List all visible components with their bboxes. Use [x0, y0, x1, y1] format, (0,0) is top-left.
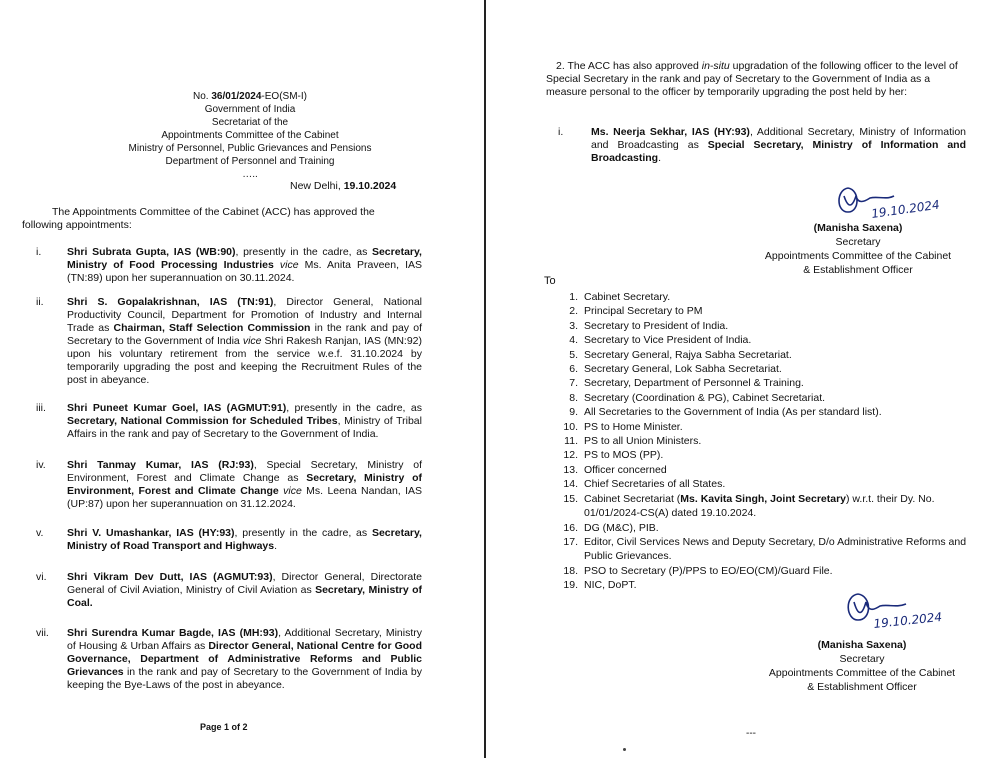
item-number: vii. [36, 627, 49, 639]
distribution-number: 16. [563, 521, 578, 534]
end-mark: --- [746, 728, 756, 739]
distribution-item [556, 362, 976, 376]
distribution-number: 15. [563, 492, 578, 505]
distribution-text: Principal Secretary to PM [584, 305, 703, 318]
item-number: vi. [36, 571, 47, 583]
para-2: 2. The ACC has also approved in-situ upgradation of the following officer to the level of Special Secretary in the rank and pay of Secretary to the Government of India as a measure personal to the officer by temporarily upgrading the post held by her: [546, 60, 958, 98]
distribution-number: 4. [569, 334, 578, 347]
distribution-text: DG (M&C), PIB. [584, 521, 659, 534]
distribution-text: Chief Secretaries of all States. [584, 478, 726, 491]
signature-block [748, 638, 976, 694]
distribution-text: All Secretaries to the Government of India (As per standard list). [584, 406, 882, 419]
distribution-number: 6. [569, 363, 578, 376]
appointment-item [22, 402, 422, 441]
distribution-text: Secretary, Department of Personnel & Training. [584, 377, 804, 390]
distribution-item [556, 448, 976, 462]
header-line: ….. [242, 169, 258, 180]
signatory-org: & Establishment Officer [807, 681, 917, 693]
page-2 [496, 0, 992, 758]
distribution-item [556, 492, 976, 521]
page-number: Page 1 of 2 [200, 722, 248, 732]
distribution-number: 3. [569, 319, 578, 332]
signatory-name: (Manisha Saxena) [817, 639, 907, 651]
distribution-number: 11. [564, 435, 578, 448]
distribution-text: Secretary to President of India. [584, 319, 729, 332]
header-line: Department of Personnel and Training [165, 156, 335, 167]
page-1 [0, 0, 480, 758]
distribution-text: Secretary (Coordination & PG), Cabinet Secretariat. [584, 391, 826, 404]
intro-paragraph: The Appointments Committee of the Cabinet (ACC) has approved the following appointments: [22, 206, 375, 231]
header-line: Secretariat of the [211, 117, 289, 128]
item-text: Shri Surendra Kumar Bagde, IAS (MH:93), Additional Secretary, Ministry of Housing & Urban Affairs as Director General, National Centre for Good Governance, Department of Administrative Reforms and Public Grievances in the rank and pay of Secretary to the Government of India by keeping the Bye-Laws of the post in abeyance. [67, 627, 422, 691]
appointment-item [22, 627, 422, 692]
appointment-item [22, 246, 422, 285]
distribution-text: PS to Home Minister. [584, 420, 683, 433]
item-text: Shri V. Umashankar, IAS (HY:93), presently in the cadre, as Secretary, Ministry of Road Transport and Highways. [67, 527, 422, 552]
distribution-number: 19. [563, 579, 578, 592]
distribution-text: Officer concerned [584, 463, 667, 476]
to-label: To [544, 275, 556, 287]
distribution-item [556, 304, 976, 318]
dateline: New Delhi, 19.10.2024 [290, 180, 397, 192]
file-number: No. 36/01/2024-EO(SM-I) [193, 91, 307, 102]
page-divider [484, 0, 486, 758]
signature-mark [844, 584, 974, 634]
item-text: Ms. Neerja Sekhar, IAS (HY:93), Additional Secretary, Ministry of Information and Broadcasting as Special Secretary, Ministry of Information and Broadcasting. [591, 126, 967, 164]
signature-block [748, 221, 968, 277]
item-number: v. [36, 527, 44, 539]
item-number: i. [558, 126, 564, 138]
distribution-item [556, 376, 976, 390]
item-number: ii. [36, 296, 44, 308]
appointment-item [22, 296, 422, 387]
distribution-item [556, 463, 976, 477]
distribution-number: 2. [569, 305, 578, 318]
item-text: Shri S. Gopalakrishnan, IAS (TN:91), Director General, National Productivity Council, Department for Promotion of Industry and Internal Trade as Chairman, Staff Selection Commission in the rank and pay of Secretary to the Government of India vice Shri Rakesh Ranjan, IAS (MN:92) upon his voluntary retirement from the service w.e.f. 31.10.2024 by temporarily upgrading the post and keeping the Recruitment Rules of the post in abeyance. [67, 296, 423, 386]
distribution-text: Secretary General, Rajya Sabha Secretariat. [584, 348, 792, 361]
distribution-number: 17. [563, 535, 578, 548]
item-text: Shri Tanmay Kumar, IAS (RJ:93), Special Secretary, Ministry of Environment, Forest and Climate Change as Secretary, Ministry of Environment, Forest and Climate Change vice Ms. Leena Nandan, IAS (UP:87) upon her superannuation on 31.12.2024. [67, 459, 423, 510]
item-text: Shri Subrata Gupta, IAS (WB:90), presently in the cadre, as Secretary, Ministry of Food Processing Industries vice Ms. Anita Praveen, IAS (TN:89) upon her superannuation on 30.11.2024. [67, 246, 423, 284]
letter-header [120, 90, 380, 181]
item-number: iii. [36, 402, 46, 414]
distribution-item [556, 535, 976, 564]
distribution-item [556, 333, 976, 347]
signatory-title: Secretary [839, 653, 885, 665]
distribution-item [556, 420, 976, 434]
item-number: iv. [36, 459, 46, 471]
header-line: Government of India [204, 104, 296, 115]
appointment-item [22, 527, 422, 553]
header-line: Appointments Committee of the Cabinet [161, 130, 339, 141]
appointment-item [22, 459, 422, 511]
distribution-text: Cabinet Secretariat (Ms. Kavita Singh, Joint Secretary) w.r.t. their Dy. No. 01/01/2024-CS(A) dated 19.10.2024. [584, 492, 935, 520]
handwritten-date: 19.10.2024 [872, 609, 943, 631]
upgradation-item [546, 126, 966, 165]
distribution-item [556, 564, 976, 578]
distribution-text: Secretary General, Lok Sabha Secretariat. [584, 363, 782, 376]
distribution-item [556, 290, 976, 304]
header-line: Ministry of Personnel, Public Grievances and Pensions [128, 143, 372, 154]
distribution-number: 7. [569, 377, 578, 390]
distribution-item [556, 348, 976, 362]
distribution-text: PS to MOS (PP). [584, 449, 664, 462]
signature-mark [834, 178, 964, 224]
signatory-org: & Establishment Officer [803, 264, 913, 276]
distribution-number: 13. [563, 463, 578, 476]
distribution-text: Cabinet Secretary. [584, 291, 671, 303]
distribution-item [556, 434, 976, 448]
distribution-text: Editor, Civil Services News and Deputy Secretary, D/o Administrative Reforms and Public Grievances. [584, 535, 967, 563]
item-text: Shri Puneet Kumar Goel, IAS (AGMUT:91), presently in the cadre, as Secretary, National Commission for Scheduled Tribes, Ministry of Tribal Affairs in the rank and pay of Secretary to the Government of India. [67, 402, 422, 440]
distribution-text: NIC, DoPT. [584, 579, 637, 592]
distribution-number: 10. [563, 420, 578, 433]
distribution-number: 12. [563, 449, 578, 462]
distribution-item [556, 319, 976, 333]
item-number: i. [36, 246, 42, 258]
item-text: Shri Vikram Dev Dutt, IAS (AGMUT:93), Director General, Directorate General of Civil Aviation, Ministry of Civil Aviation as Secretary, Ministry of Coal. [67, 571, 422, 609]
distribution-item [556, 521, 976, 535]
distribution-number: 9. [569, 406, 578, 419]
distribution-text: PSO to Secretary (P)/PPS to EO/EO(CM)/Guard File. [584, 564, 833, 577]
distribution-text: Secretary to Vice President of India. [584, 334, 752, 347]
distribution-list [556, 290, 976, 593]
signatory-title: Secretary [835, 236, 881, 248]
distribution-item [556, 477, 976, 491]
scan-dot [623, 748, 626, 751]
distribution-number: 18. [563, 564, 578, 577]
signatory-org: Appointments Committee of the Cabinet [768, 667, 956, 679]
distribution-item [556, 405, 976, 419]
distribution-number: 8. [569, 391, 578, 404]
distribution-number: 14. [563, 478, 578, 491]
distribution-text: PS to all Union Ministers. [584, 435, 702, 448]
appointment-item [22, 571, 422, 610]
signatory-name: (Manisha Saxena) [813, 222, 903, 234]
distribution-number: 5. [569, 348, 578, 361]
distribution-number: 1. [569, 291, 578, 303]
signatory-org: Appointments Committee of the Cabinet [764, 250, 952, 262]
distribution-item [556, 391, 976, 405]
handwritten-date: 19.10.2024 [870, 197, 941, 221]
